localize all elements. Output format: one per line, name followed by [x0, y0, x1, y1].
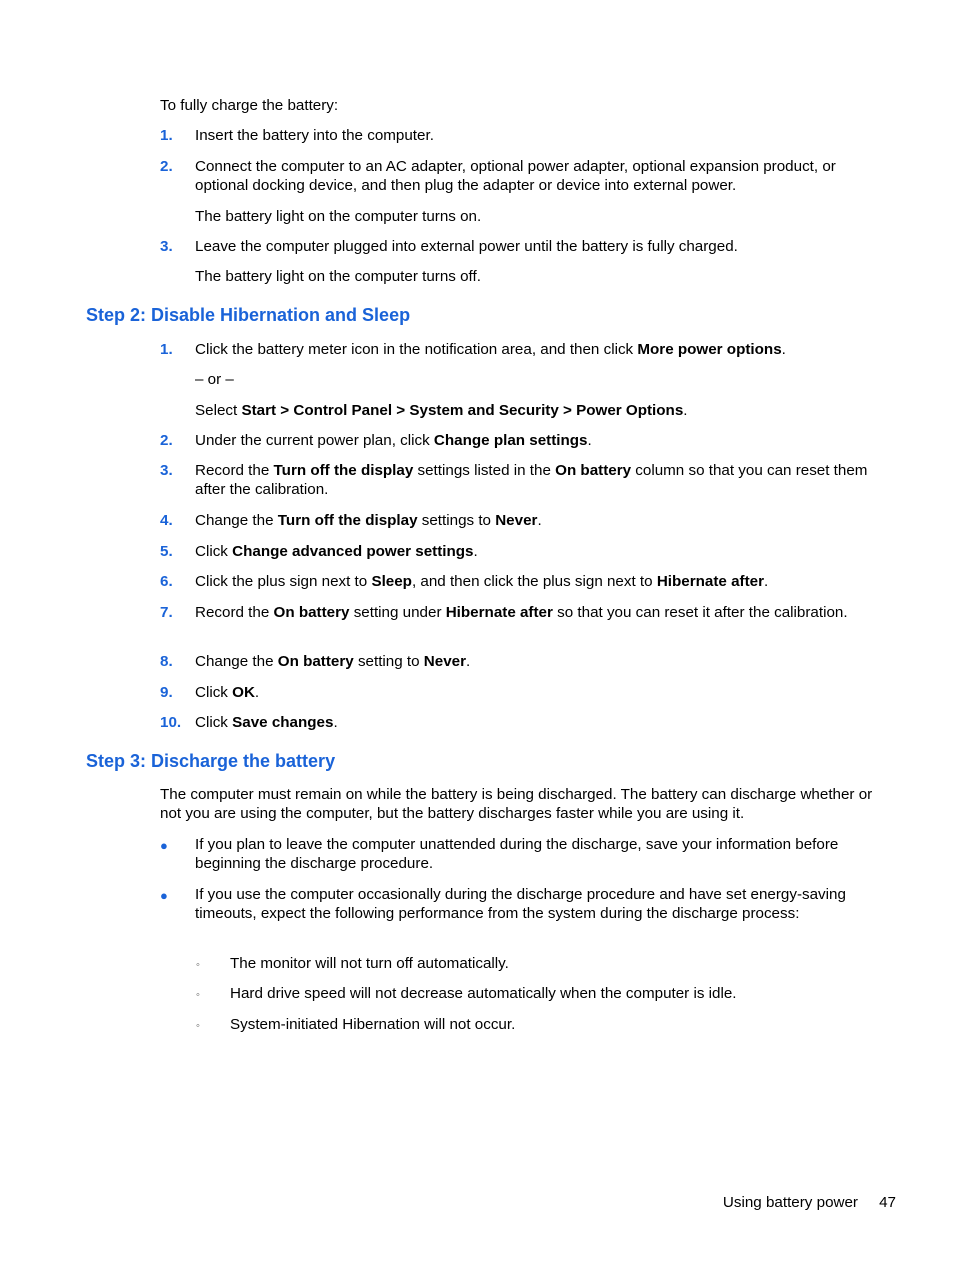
- emphasis-text: Sleep: [371, 573, 412, 590]
- list-item: [195, 652, 885, 671]
- list-number: 2.: [160, 158, 173, 175]
- emphasis-text: Never: [495, 512, 538, 529]
- list-item: [195, 572, 885, 591]
- list-number: 3.: [160, 462, 173, 479]
- text-run: settings listed in the: [413, 462, 556, 479]
- bullet-item: If you use the computer occasionally during the discharge procedure and have set energy-saving timeouts, expect the following performance from the system during the discharge process:: [195, 886, 846, 923]
- text-run: Record the: [195, 604, 274, 621]
- list-number: 7.: [160, 604, 173, 621]
- list-number: 5.: [160, 543, 173, 560]
- text-run: Click: [195, 543, 233, 560]
- emphasis-text: OK: [232, 684, 255, 701]
- list-number: 4.: [160, 512, 173, 529]
- list-item: [195, 126, 885, 145]
- text-run: .: [473, 543, 478, 560]
- text-run: Change the: [195, 653, 278, 670]
- list-item: [195, 237, 885, 256]
- text-run: Click: [195, 684, 233, 701]
- sub-bullet-item: The monitor will not turn off automatically.: [230, 955, 509, 972]
- sub-bullet-icon: ◦: [196, 989, 200, 1001]
- text-run: .: [466, 653, 471, 670]
- section-heading-step2: Step 2: Disable Hibernation and Sleep: [86, 305, 411, 325]
- footer-section-title: Using battery power: [722, 1194, 858, 1211]
- text-run: Change the: [195, 512, 278, 529]
- list-item: [195, 511, 885, 530]
- text-run: Select: [195, 402, 242, 419]
- emphasis-text: Save changes: [232, 714, 334, 731]
- step-note: The battery light on the computer turns off.: [195, 268, 481, 285]
- text-run: settings to: [417, 512, 496, 529]
- text-run: setting under: [349, 604, 446, 621]
- emphasis-text: Turn off the display: [273, 462, 414, 479]
- sub-bullet-icon: ◦: [196, 1020, 200, 1032]
- text-run: .: [254, 684, 260, 701]
- text-run: .: [683, 402, 688, 419]
- emphasis-text: Never: [423, 653, 467, 670]
- section-heading-step3: Step 3: Discharge the battery: [86, 751, 336, 771]
- text-run: so that you can reset it after the calibration.: [552, 604, 848, 621]
- text-run: .: [764, 573, 769, 590]
- list-item: [195, 713, 885, 732]
- list-number: 1.: [160, 127, 173, 144]
- sub-bullet-icon: ◦: [196, 959, 200, 971]
- emphasis-text: Hibernate after: [445, 604, 553, 621]
- text-run: column so that you can reset them after the calibration.: [195, 462, 868, 499]
- list-item: [195, 461, 885, 500]
- page-number: 47: [879, 1194, 896, 1211]
- emphasis-text: On battery: [277, 653, 354, 670]
- emphasis-text: More power options: [637, 341, 782, 358]
- list-number: 9.: [160, 684, 173, 701]
- intro-text: To fully charge the battery:: [160, 97, 339, 114]
- list-item: [195, 340, 885, 359]
- bullet-item: If you plan to leave the computer unattended during the discharge, save your information before beginning the discharge procedure.: [195, 836, 839, 873]
- list-item: [195, 431, 885, 450]
- list-number: 2.: [160, 432, 173, 449]
- emphasis-text: Hibernate after: [656, 573, 765, 590]
- list-number: 10.: [160, 714, 182, 731]
- text-run: .: [537, 512, 542, 529]
- text-run: Under the current power plan, click: [195, 432, 434, 449]
- list-item: [195, 542, 885, 561]
- list-item: [195, 157, 885, 196]
- step-note: The battery light on the computer turns on.: [195, 208, 482, 225]
- list-number: 8.: [160, 653, 173, 670]
- emphasis-text: Change plan settings: [433, 432, 588, 449]
- emphasis-text: Start > Control Panel > System and Security > Power Options: [241, 402, 684, 419]
- text-run: Insert the battery into the computer.: [195, 127, 434, 144]
- list-item: [195, 683, 885, 702]
- emphasis-text: On battery: [273, 604, 350, 621]
- text-run: .: [781, 341, 786, 358]
- text-run: Click the battery meter icon in the notification area, and then click: [195, 341, 638, 358]
- list-number: 1.: [160, 341, 173, 358]
- list-item: [195, 603, 885, 622]
- sub-bullet-item: Hard drive speed will not decrease automatically when the computer is idle.: [230, 985, 737, 1002]
- or-separator: – or –: [195, 371, 234, 388]
- text-run: Connect the computer to an AC adapter, optional power adapter, optional expansion product, or optional docking device, and then plug the adapter or device into external power.: [195, 158, 836, 195]
- list-number: 6.: [160, 573, 173, 590]
- text-run: , and then click the plus sign next to: [411, 573, 657, 590]
- text-run: .: [333, 714, 338, 731]
- emphasis-text: Turn off the display: [277, 512, 418, 529]
- bullet-icon: ●: [160, 888, 168, 903]
- emphasis-text: On battery: [555, 462, 632, 479]
- text-run: setting to: [353, 653, 424, 670]
- section-intro: The computer must remain on while the battery is being discharged. The battery can discharge whether or not you are using the computer, but the battery discharges faster while you are using it.: [160, 786, 873, 823]
- alt-instruction: [195, 401, 885, 420]
- sub-bullet-item: System-initiated Hibernation will not occur.: [230, 1016, 516, 1033]
- text-run: Click: [195, 714, 233, 731]
- emphasis-text: Change advanced power settings: [232, 543, 474, 560]
- list-number: 3.: [160, 238, 173, 255]
- text-run: .: [587, 432, 592, 449]
- text-run: Click the plus sign next to: [195, 573, 372, 590]
- text-run: Leave the computer plugged into external power until the battery is fully charged.: [195, 238, 738, 255]
- text-run: Record the: [195, 462, 274, 479]
- bullet-icon: ●: [160, 838, 168, 853]
